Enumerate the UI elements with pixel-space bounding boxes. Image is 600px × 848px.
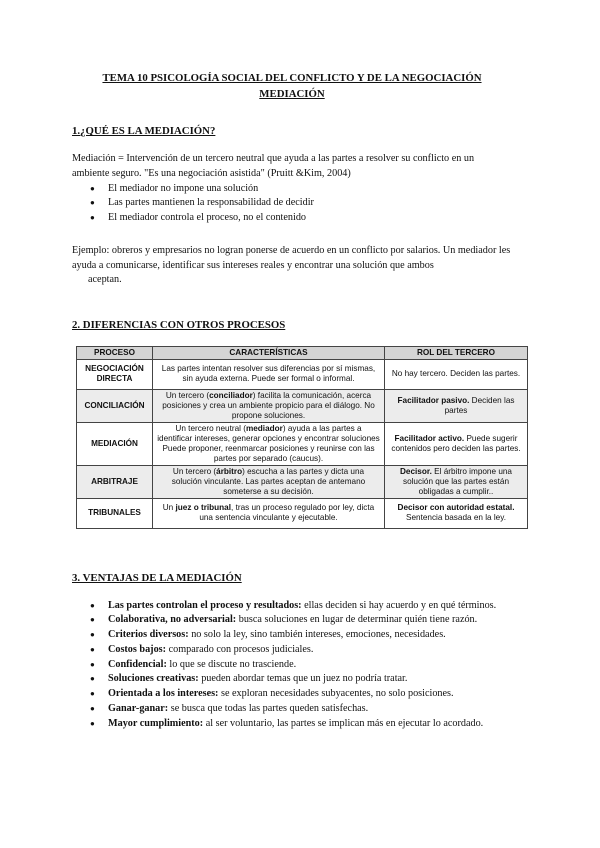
text-fragment: Un tercero ( (165, 390, 210, 400)
advantage-text: ellas deciden si hay acuerdo y en qué términos. (301, 599, 497, 611)
column-header-rol: ROL DEL TERCERO (385, 346, 528, 359)
list-item (90, 672, 512, 687)
advantage-text: pueden abordar temas que un juez no podría tratar. (198, 673, 408, 685)
text-fragment-bold: árbitro (216, 466, 243, 476)
column-header-proceso: PROCESO (77, 346, 153, 359)
list-item: ● Las partes mantienen la responsabilidad de decidir (90, 196, 512, 211)
text-fragment-bold: mediador (245, 423, 283, 433)
list-item: ● El mediador no impone una solución (90, 182, 512, 197)
text-fragment: ) facilita la comunicación, acerca posiciones y crea un ambiente propicio para el diálogo. No propone soluciones. (162, 390, 375, 420)
cell-rol (385, 465, 528, 498)
section-advantages (72, 571, 512, 732)
cell-caracteristicas (153, 389, 385, 422)
advantages-list (90, 599, 512, 732)
section-3-heading: 3. VENTAJAS DE LA MEDIACIÓN (72, 571, 242, 584)
text-fragment: El árbitro impone una solución que las partes están obligadas a cumplir.. (402, 466, 512, 496)
text-fragment-bold: Facilitador pasivo. (397, 395, 470, 405)
advantage-title: Soluciones creativas: (108, 673, 199, 685)
example-text: Ejemplo: obreros y empresarios no logran ponerse de acuerdo en un conflicto por salarios. Un mediador les ayuda a comunicarse, identificar sus intereses reales y encontrar una solución que ambos (72, 244, 511, 271)
list-item (90, 717, 512, 732)
table-row (77, 389, 528, 422)
advantage-title: Las partes controlan el proceso y resultados: (108, 599, 302, 611)
text-fragment-bold: Decisor con autoridad estatal. (397, 503, 515, 513)
advantage-text: no solo la ley, sino también intereses, emociones, necesidades. (188, 629, 446, 641)
text-fragment: Un tercero neutral ( (175, 423, 246, 433)
comparison-table (76, 346, 528, 529)
list-item (90, 702, 512, 717)
advantage-text: comparado con procesos judiciales. (166, 643, 314, 655)
list-item (90, 613, 512, 628)
cell-rol (385, 389, 528, 422)
title-line-1: TEMA 10 PSICOLOGÍA SOCIAL DEL CONFLICTO Y DE LA NEGOCIACIÓN (102, 72, 482, 84)
text-fragment: ) ayuda a las partes a identificar intereses, generar opciones y encontrar soluciones Puede proponer, reenmarcar posiciones y reunirse con las partes por separado (caucus). (157, 423, 380, 463)
cell-caracteristicas (153, 422, 385, 465)
advantage-title: Mayor cumplimiento: (108, 717, 204, 729)
cell-rol (385, 498, 528, 528)
example-text-end: aceptan. (88, 274, 122, 286)
section-what-is-mediation (72, 124, 512, 288)
advantage-text: se busca que todas las partes queden satisfechas. (168, 703, 369, 715)
example-paragraph (72, 244, 512, 288)
cell-rol: No hay tercero. Deciden las partes. (385, 359, 528, 389)
advantage-title: Ganar-ganar: (108, 703, 169, 715)
section-differences (72, 318, 521, 529)
cell-proceso: NEGOCIACIÓN DIRECTA (77, 359, 153, 389)
text-fragment: ) escucha a las partes y dicta una solución vinculante. Las partes aceptan de antemano someterse a su decisión. (171, 466, 366, 496)
advantage-text: busca soluciones en lugar de determinar quién tiene razón. (236, 614, 478, 626)
section-1-heading: 1.¿QUÉ ES LA MEDIACIÓN? (72, 125, 216, 138)
cell-proceso: TRIBUNALES (77, 498, 153, 528)
advantage-text: se exploran necesidades subyacentes, no solo posiciones. (218, 688, 454, 700)
document-title (72, 70, 512, 102)
text-fragment: Sentencia basada en la ley. (406, 513, 506, 523)
advantage-title: Orientada a los intereses: (108, 688, 219, 700)
text-fragment-bold: Decisor. (400, 466, 432, 476)
mediation-definition: Mediación = Intervención de un tercero neutral que ayuda a las partes a resolver su conflicto en un ambiente seguro. "Es una negociación asistida" (Pruitt &Kim, 2004) (72, 153, 475, 179)
advantage-text: al ser voluntario, las partes se implican más en ejecutar lo acordado. (203, 717, 484, 729)
table-header-row (77, 346, 528, 359)
cell-proceso: CONCILIACIÓN (77, 389, 153, 422)
advantage-title: Colaborativa, no adversarial: (108, 614, 237, 626)
title-line-2: MEDIACIÓN (259, 88, 325, 101)
advantage-text: lo que se discute no trasciende. (166, 658, 297, 670)
cell-caracteristicas (153, 498, 385, 528)
text-fragment: Puede sugerir contenidos pero deciden las partes. (391, 433, 521, 453)
table-row (77, 359, 528, 389)
text-fragment-bold: Facilitador activo. (394, 433, 465, 443)
text-fragment: , tras un proceso regulado por ley, dicta una sentencia vinculante y ejecutable. (199, 503, 375, 523)
advantage-title: Costos bajos: (108, 643, 167, 655)
advantage-title: Criterios diversos: (108, 629, 189, 641)
mediation-principles-list (90, 182, 512, 226)
list-item (90, 643, 512, 658)
table-row (77, 422, 528, 465)
cell-caracteristicas: Las partes intentan resolver sus diferencias por sí mismas, sin ayuda externa. Puede ser formal o informal. (153, 359, 385, 389)
column-header-caracteristicas: CARACTERÍSTICAS (153, 346, 385, 359)
text-fragment: Un tercero ( (172, 466, 217, 476)
table-row (77, 465, 528, 498)
list-item (90, 628, 512, 643)
text-fragment: Un (162, 503, 176, 513)
text-fragment-bold: juez o tribunal (175, 503, 232, 513)
list-item (90, 599, 512, 614)
cell-proceso: ARBITRAJE (77, 465, 153, 498)
cell-rol (385, 422, 528, 465)
section-2-heading: 2. DIFERENCIAS CON OTROS PROCESOS (72, 319, 286, 332)
list-item: ● El mediador controla el proceso, no el contenido (90, 211, 512, 226)
advantage-title: Confidencial: (108, 658, 167, 670)
cell-caracteristicas (153, 465, 385, 498)
text-fragment-bold: conciliador (209, 390, 253, 400)
cell-proceso: MEDIACIÓN (77, 422, 153, 465)
list-item (90, 658, 512, 673)
text-fragment: Deciden las partes (444, 395, 515, 415)
list-item (90, 687, 512, 702)
table-row (77, 498, 528, 528)
